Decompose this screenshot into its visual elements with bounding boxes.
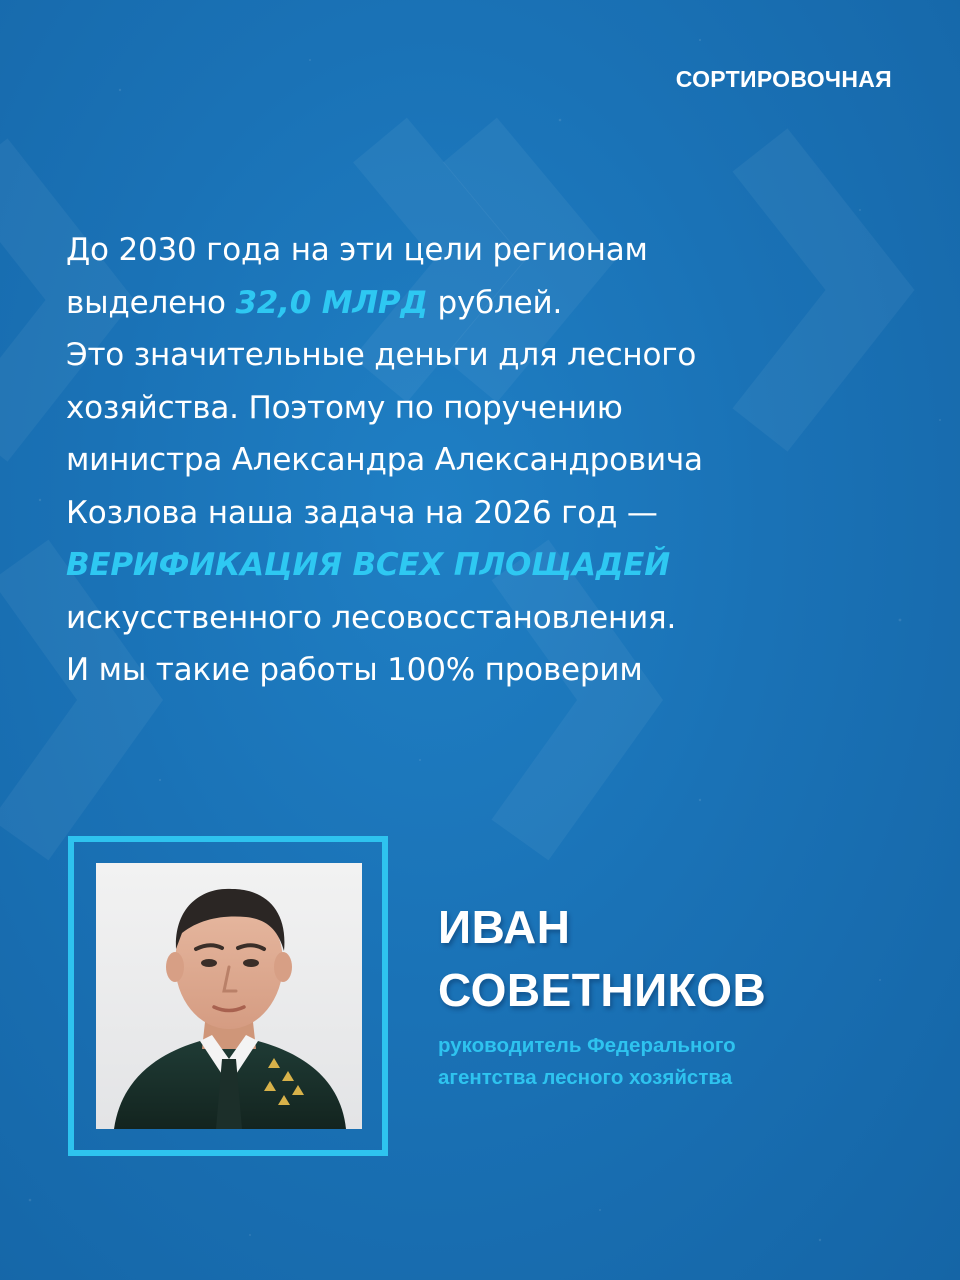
- quote-line: [66, 434, 906, 487]
- first-name: ИВАН: [438, 901, 571, 953]
- quote-line: [66, 329, 906, 382]
- quote-segment: выделено: [66, 284, 236, 321]
- quote-highlight: 32,0 МЛРД: [235, 284, 428, 321]
- quote-segment: министра Александра Александровича: [66, 442, 703, 478]
- quote-line: [66, 487, 906, 540]
- role-line-1: руководитель Федерального: [438, 1034, 736, 1057]
- quote-line: [66, 539, 906, 592]
- quote-line: [66, 592, 906, 645]
- quote-highlight: ВЕРИФИКАЦИЯ ВСЕХ ПЛОЩАДЕЙ: [66, 547, 670, 583]
- quote-segment: Козлова наша задача на 2026 год —: [66, 494, 658, 531]
- quote-segment: До 2030 года на эти цели регионам: [66, 232, 648, 268]
- role-line-2: агентства лесного хозяйства: [438, 1066, 733, 1089]
- last-name: СОВЕТНИКОВ: [438, 964, 767, 1016]
- quote-line: [66, 277, 906, 330]
- quote-segment: Это значительные деньги для лесного: [66, 337, 697, 373]
- quote-line: [66, 644, 906, 697]
- quote-segment: рублей.: [427, 284, 563, 321]
- brand-logo: СОРТИРОВОЧНАЯ: [675, 66, 892, 92]
- portrait-photo: [96, 863, 362, 1129]
- quote-segment: хозяйства. Поэтому по поручению: [66, 389, 623, 426]
- quote-text: [66, 224, 906, 697]
- quote-segment: И мы такие работы 100% проверим: [66, 652, 643, 688]
- quote-segment: искусственного лесовосстановления.: [66, 599, 677, 636]
- person-role: [438, 1030, 736, 1094]
- person-illustration: [96, 863, 362, 1129]
- person-name: [438, 896, 766, 1022]
- quote-line: [66, 224, 906, 277]
- quote-line: [66, 382, 906, 435]
